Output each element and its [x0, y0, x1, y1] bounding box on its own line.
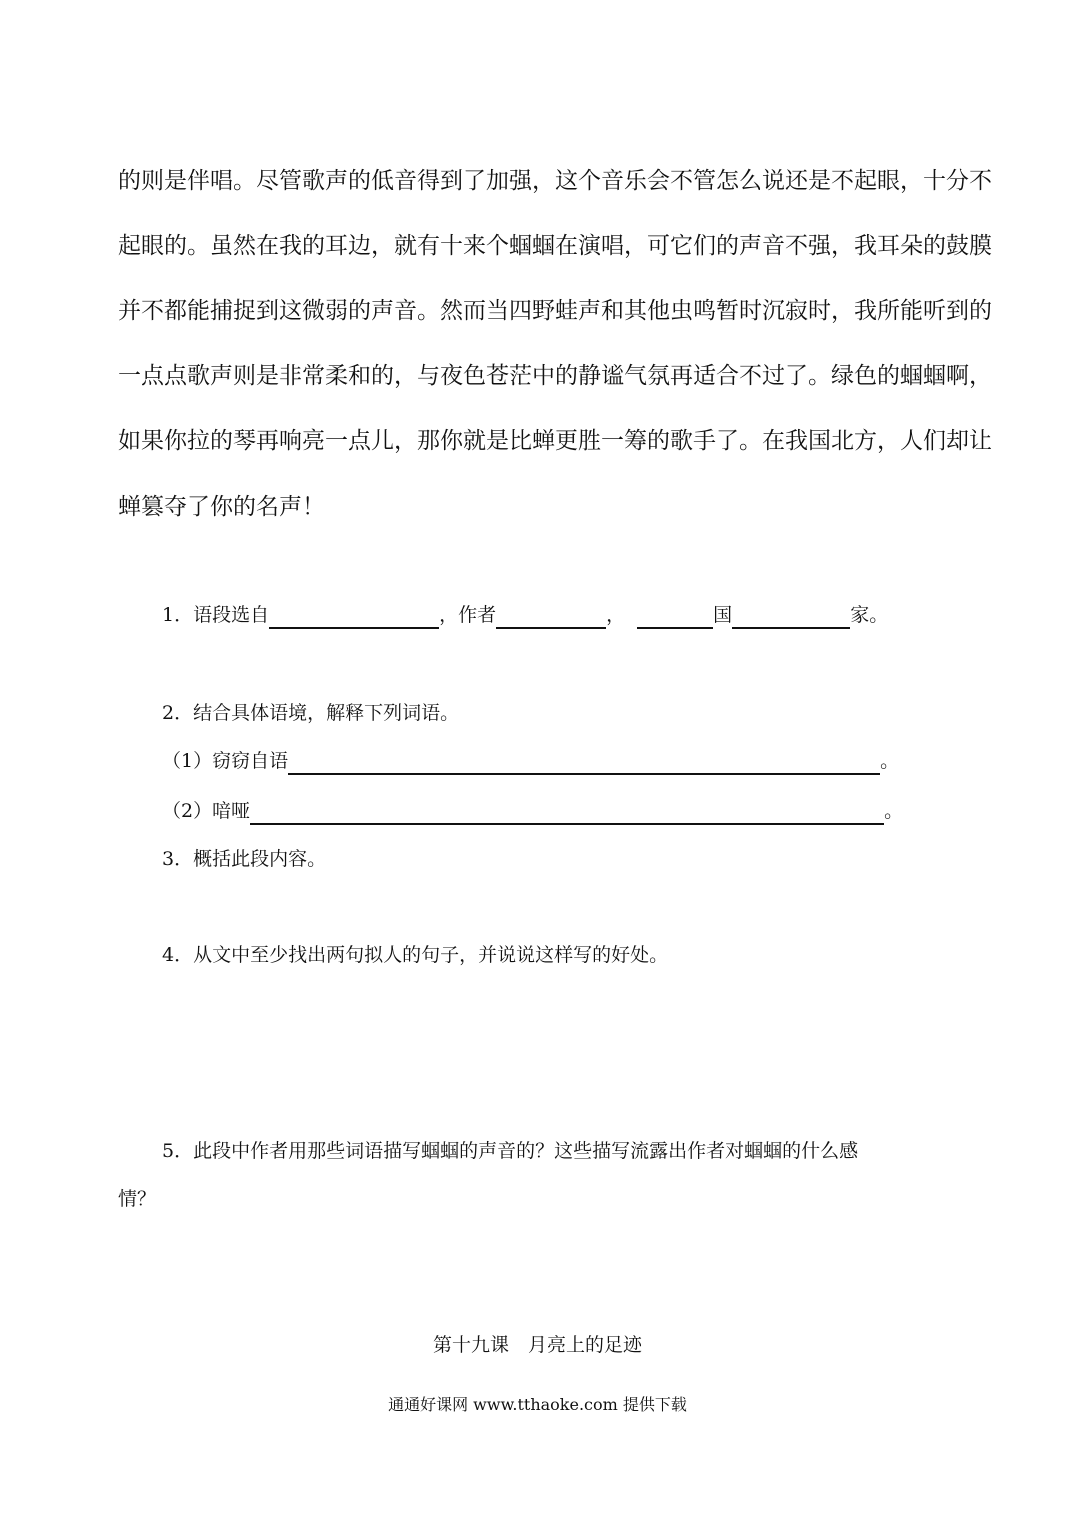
question-4: 4．从文中至少找出两句拟人的句子，并说说这样写的好处。: [162, 944, 669, 966]
question-1-separator: ，: [606, 604, 626, 626]
question-2-item-2: [162, 796, 903, 823]
question-2: 2．结合具体语境，解释下列词语。: [162, 702, 460, 724]
question-1-country-label: 国: [713, 604, 733, 626]
country-blank[interactable]: [637, 607, 713, 629]
question-1-author-label: ，作者: [439, 604, 497, 626]
lesson-title: 第十九课 月亮上的足迹: [432, 1334, 642, 1356]
answer-blank-2[interactable]: [250, 803, 884, 825]
author-blank[interactable]: [496, 607, 606, 629]
answer-blank-1[interactable]: [288, 753, 880, 775]
question-1: [162, 600, 888, 627]
question-1-end: 家。: [850, 604, 889, 626]
question-3: 3．概括此段内容。: [162, 848, 327, 870]
passage-line-6: 蝉篡夺了你的名声！: [118, 494, 325, 520]
question-2-item-2-end: 。: [884, 800, 904, 822]
question-2-item-1-end: 。: [880, 750, 900, 772]
question-2-item-1: [162, 746, 899, 773]
nationality-blank[interactable]: [732, 607, 850, 629]
footer-text: 通通好课网 www.tthaoke.com 提供下载: [388, 1395, 687, 1414]
question-5-line-1: 5．此段中作者用那些词语描写蝈蝈的声音的？这些描写流露出作者对蝈蝈的什么感: [162, 1140, 859, 1162]
passage-line-3: 并不都能捕捉到这微弱的声音。然而当四野蛙声和其他虫鸣暂时沉寂时，我所能听到的: [118, 298, 992, 324]
question-5-line-2: 情？: [118, 1188, 157, 1210]
question-2-item-2-label: （2）喑哑: [162, 800, 251, 822]
question-1-prefix: 1．语段选自: [162, 604, 270, 626]
passage-line-5: 如果你拉的琴再响亮一点儿，那你就是比蝉更胜一筹的歌手了。在我国北方，人们却让: [118, 428, 992, 454]
passage-line-2: 起眼的。虽然在我的耳边，就有十来个蝈蝈在演唱，可它们的声音不强，我耳朵的鼓膜: [118, 233, 992, 259]
source-blank[interactable]: [269, 607, 439, 629]
passage-line-1: 的则是伴唱。尽管歌声的低音得到了加强，这个音乐会不管怎么说还是不起眼，十分不: [118, 168, 992, 194]
question-2-item-1-label: （1）窃窃自语: [162, 750, 289, 772]
passage-line-4: 一点点歌声则是非常柔和的，与夜色苍茫中的静谧气氛再适合不过了。绿色的蝈蝈啊，: [118, 363, 992, 389]
